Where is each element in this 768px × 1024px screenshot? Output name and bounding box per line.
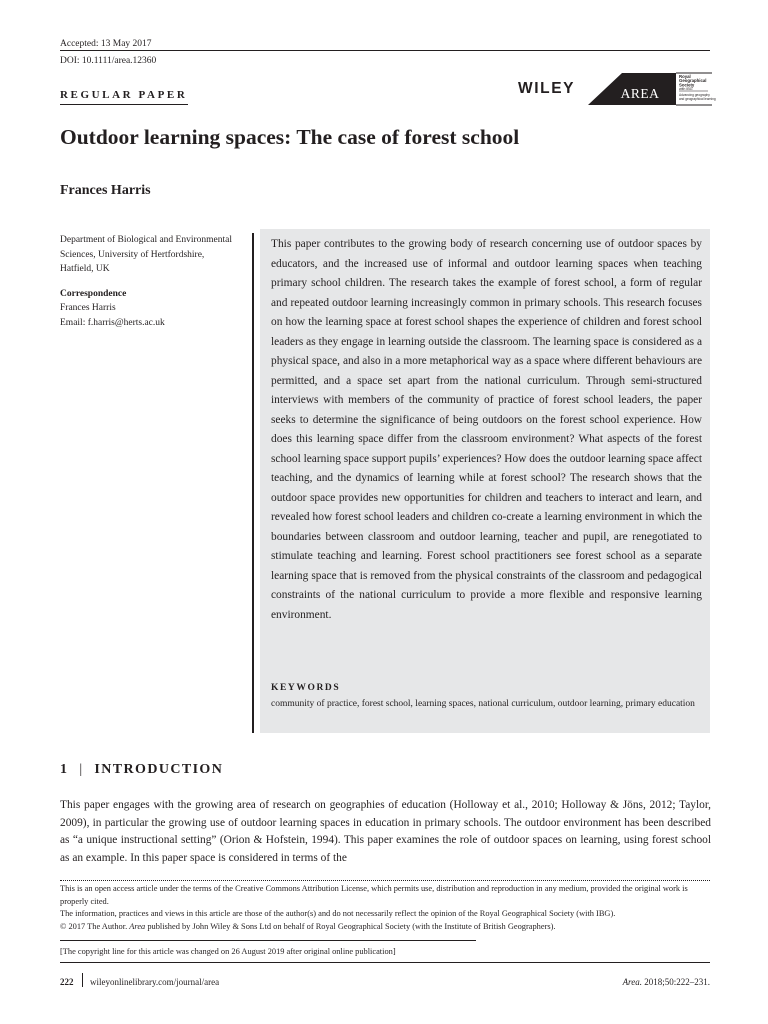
area-logo-graphic	[588, 73, 716, 105]
correspondence-label: Correspondence	[60, 288, 127, 299]
journal-url[interactable]: wileyonlinelibrary.com/journal/area	[90, 977, 220, 987]
section-separator: |	[79, 762, 84, 777]
footnote-rule	[60, 880, 710, 881]
copyright-suffix: published by John Wiley & Sons Ltd on behalf of Royal Geographical Society (with the Institute of British Geographers).	[147, 921, 556, 931]
article-type: REGULAR PAPER	[60, 89, 188, 101]
society-name-line: Royal	[679, 74, 691, 79]
affiliation	[60, 233, 236, 330]
disclaimer-note: The information, practices and views in this article are those of the author(s) and do not necessarily reflect the opinion of the Royal Geographical Society (with IBG).	[60, 909, 616, 918]
abstract-divider	[252, 233, 254, 733]
footnotes	[60, 883, 710, 933]
area-journal-logo	[588, 73, 716, 105]
accepted-date: Accepted: 13 May 2017	[60, 39, 152, 49]
society-tagline-line: Advancing geography	[679, 93, 710, 97]
article-type-underline	[60, 104, 188, 105]
society-name-line: with IBG	[679, 87, 693, 91]
keywords-list: community of practice, forest school, learning spaces, national curriculum, outdoor learning, primary education	[271, 699, 695, 709]
author-name[interactable]: Frances Harris	[60, 183, 151, 198]
area-logo-text: AREA	[620, 86, 660, 101]
citation-journal: Area.	[622, 977, 642, 987]
society-name-line: Society	[679, 82, 695, 88]
introduction-paragraph: This paper engages with the growing area of research on geographies of education (Holloway et al., 2010; Holloway & Jöns, 2012; Taylor, 2009), in particular the growing use of outdoor learning spaces in education in primary schools. The outdoor environment has been described as “a unique instructional setting” (Orion & Hofstein, 1994). This paper examines the role of outdoor spaces on learning, using forest school as an example. In this paper space is considered in terms of the	[60, 799, 711, 864]
wiley-logo: WILEY	[518, 80, 576, 97]
section-title: INTRODUCTION	[94, 762, 224, 777]
copyright-prefix: © 2017 The Author.	[60, 921, 128, 931]
copyright-change-note: [The copyright line for this article was changed on 26 August 2019 after original online publication]	[60, 947, 396, 956]
header-rule	[60, 50, 710, 51]
society-name-line: Geographical	[679, 78, 707, 84]
article-title: Outdoor learning spaces: The case of forest school	[60, 125, 520, 149]
license-note: This is an open access article under the terms of the Creative Commons Attribution License, which permits use, distribution and reproduction in any medium, provided the original work is properly cited.	[60, 884, 688, 906]
correspondence-name: Frances Harris	[60, 303, 116, 313]
section-heading	[60, 762, 223, 778]
copyright-change-rule	[60, 940, 476, 941]
page-number: 222	[60, 977, 74, 987]
citation-volume: 2018;50:222–231.	[644, 977, 710, 987]
keywords-heading: KEYWORDS	[271, 683, 341, 693]
society-tagline-line: and geographical learning	[679, 97, 716, 101]
abstract-text: This paper contributes to the growing body of research concerning use of outdoor spaces by educators, and the increased use of informal and outdoor learning spaces when teaching primary school children. The research takes the example of forest school, a form of regular and repeated outdoor learning increasingly common in primary schools. This research focuses on how the learning space at forest school shapes the experience of children and forest school leaders as they engage in learning outside the classroom. The learning space is considered as a physical space, and also in a more metaphorical way as a space where different behaviours are permitted, and a space set apart from the national curriculum. Through semi-structured interviews with members of the community of practice of forest school leaders, the paper seeks to determine the significance of being outdoors on the forest school experience. How does this learning space differ from the classroom environment? What aspects of the forest school learning space support pupils’ experiences? How does the outdoor learning space affect teaching, and the dynamics of learning while at forest school? The research shows that the outdoor space provides new opportunities for children and teachers to interact and learn, and revealed how forest school leaders and children co-create a learning environment in which the boundaries between classroom and outdoor learning, teacher and pupil, are renegotiated to stimulate teaching and learning. Forest school practitioners see forest school as a separate learning space that is removed from the physical constraints of the classroom and pedagogical constraints of the national curriculum to provide a more flexible and responsive learning environment.	[271, 238, 703, 621]
citation	[623, 977, 710, 987]
doi[interactable]: DOI: 10.1111/area.12360	[60, 56, 157, 66]
department: Department of Biological and Environmental Sciences, University of Hertfordshire, Hatfield, UK	[60, 235, 233, 274]
correspondence-email[interactable]: Email: f.harris@herts.ac.uk	[60, 317, 165, 328]
section-number: 1	[60, 762, 69, 777]
footer-separator	[82, 973, 83, 987]
copyright-journal: Area	[129, 921, 146, 931]
footer-rule	[60, 962, 710, 963]
abstract-box	[260, 229, 710, 733]
copyright-note	[60, 921, 710, 934]
